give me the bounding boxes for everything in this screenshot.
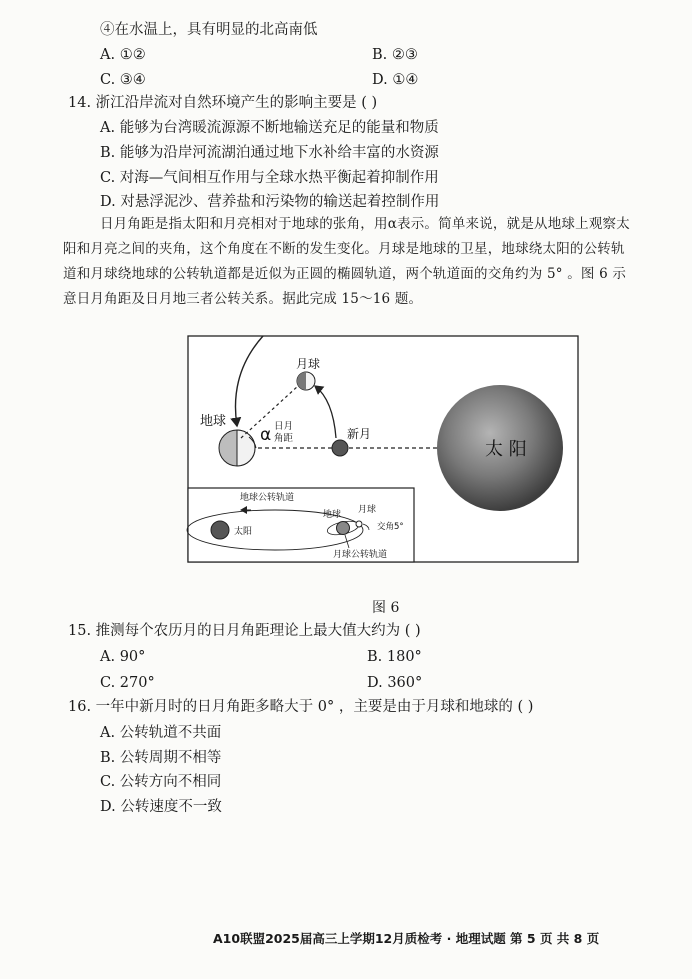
alpha-symbol: α [260,425,272,445]
new-moon-label: 新月 [347,427,372,441]
earth-label: 地球 [200,414,227,429]
passage-line-2: 阳和月亮之间的夹角，这个角度在不断的发生变化。月球是地球的卫星，地球绕太阳的公转轨 [63,241,625,257]
q13-choice-c: C. ③④ [100,72,146,88]
inset-sun-label: 太阳 [234,527,253,537]
q13-choice-b: B. ②③ [372,47,418,63]
inset-sun [211,521,229,539]
q14-choice-c: C. 对海—气间相互作用与全球水热平衡起着抑制作用 [100,170,439,186]
inset-moon [356,521,362,527]
moon-label: 月球 [296,357,321,371]
inset-earth-label: 地球 [323,510,342,520]
inset-angle-label: 交角5° [377,522,404,532]
q13-choice-d: D. ①④ [372,72,419,88]
inset-moon-orbit-label: 月球公转轨道 [333,550,388,560]
q13-option-4: ④在水温上，具有明显的北高南低 [100,22,318,38]
inset-moon-label: 月球 [358,505,377,515]
page-footer: A10联盟2025届高三上学期12月质检考 · 地理试题 第 5 页 共 8 页 [213,931,600,946]
q15-stem: 15. 推测每个农历月的日月角距理论上最大值大约为 ( ) [68,623,421,639]
q16-choice-a: A. 公转轨道不共面 [100,725,222,741]
angle-label-line-1: 日月 [274,421,294,432]
q16-stem: 16. 一年中新月时的日月角距多略大于 0° ，主要是由于月球和地球的 ( ) [68,699,534,715]
q16-choice-b: B. 公转周期不相等 [100,750,222,766]
new-moon [332,440,348,456]
q15-choice-a: A. 90° [100,649,146,665]
figure-caption: 图 6 [372,600,400,616]
q15-choice-d: D. 360° [367,675,423,691]
inset-earth [337,522,350,535]
q16-choice-c: C. 公转方向不相同 [100,774,222,790]
figure-6-diagram [185,334,581,566]
q14-stem: 14. 浙江沿岸流对自然环境产生的影响主要是 ( ) [68,95,378,111]
q15-choice-b: B. 180° [367,649,422,665]
q14-choice-a: A. 能够为台湾暖流源源不断地输送充足的能量和物质 [100,120,439,136]
angle-label-line-2: 角距 [274,433,294,444]
q14-choice-b: B. 能够为沿岸河流湖泊通过地下水补给丰富的水资源 [100,145,439,161]
sun-label: 太 阳 [485,439,527,460]
q13-choice-a: A. ①② [100,47,146,63]
passage-line-4: 意日月角距及日月地三者公转关系。据此完成 15～16 题。 [63,291,423,307]
q14-choice-d: D. 对悬浮泥沙、营养盐和污染物的输送起着控制作用 [100,194,440,210]
inset-earth-orbit-label: 地球公转轨道 [240,493,295,503]
passage-line-3: 道和月球绕地球的公转轨道都是近似为正圆的椭圆轨道，两个轨道面的交角约为 5° 。图 6 示 [63,266,627,282]
passage-line-1: 日月角距是指太阳和月亮相对于地球的张角，用α表示。简单来说，就是从地球上观察太 [100,216,630,232]
q16-choice-d: D. 公转速度不一致 [100,799,222,815]
q15-choice-c: C. 270° [100,675,155,691]
